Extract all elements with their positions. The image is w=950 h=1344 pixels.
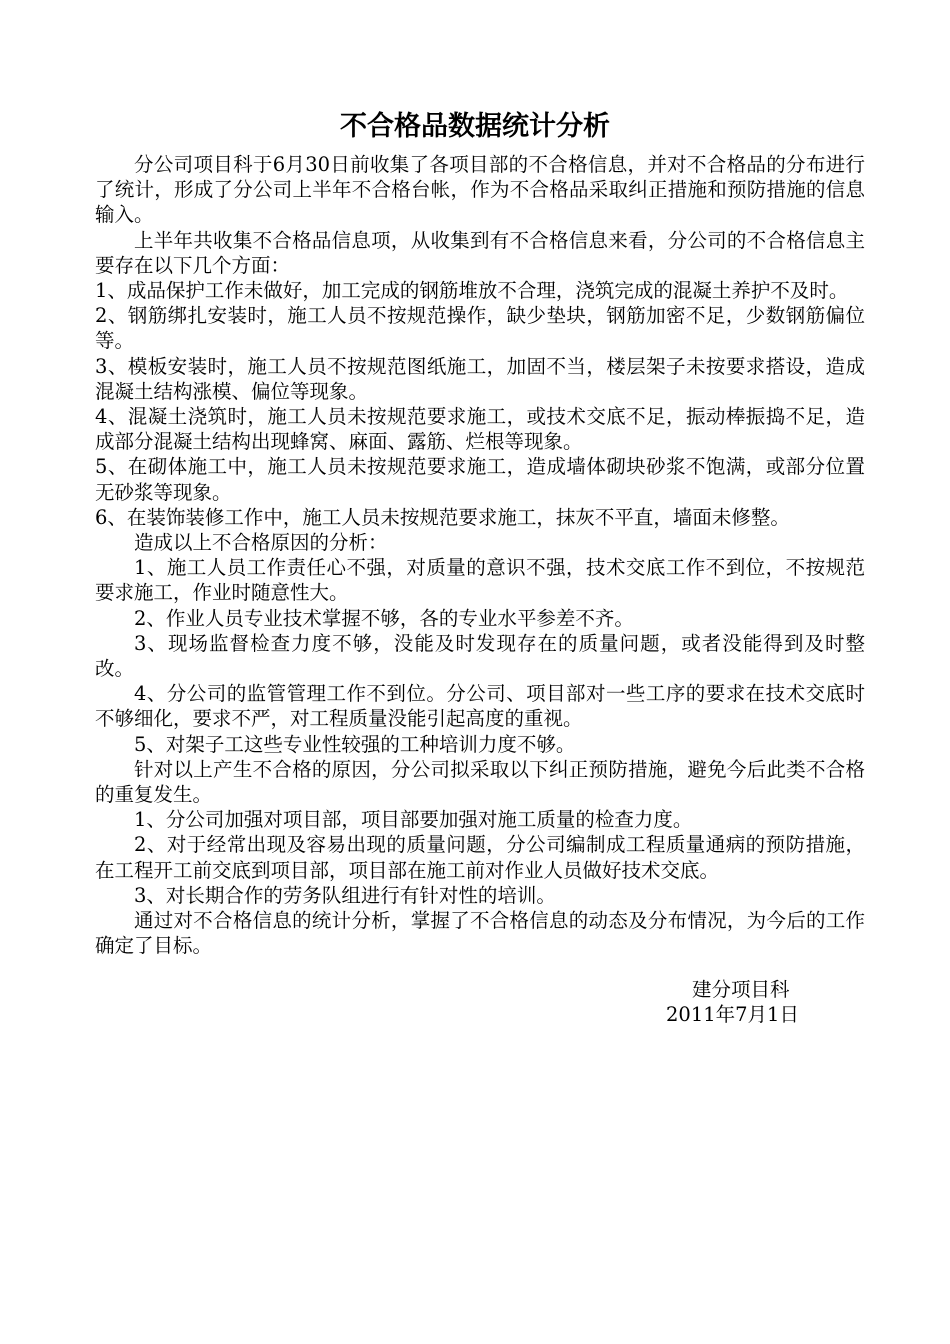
measure-item-2: 2、对于经常出现及容易出现的质量问题，分公司编制成工程质量通病的预防措施，在工程开工前交底到项目部，项目部在施工前对作业人员做好技术交底。 — [95, 833, 865, 882]
signature-block — [600, 977, 880, 1027]
cause-item-4: 4、分公司的监管管理工作不到位。分公司、项目部对一些工序的要求在技术交底时不够细化，要求不严，对工程质量没能引起高度的重视。 — [95, 682, 865, 731]
cause-item-2: 2、作业人员专业技术掌握不够，各的专业水平参差不齐。 — [134, 606, 634, 630]
cause-heading: 造成以上不合格原因的分析： — [134, 531, 388, 555]
paragraph-summary: 上半年共收集不合格品信息项，从收集到有不合格信息来看，分公司的不合格信息主要存在以下几个方面： — [95, 228, 865, 277]
cause-item-5: 5、对架子工这些专业性较强的工种培训力度不够。 — [134, 732, 576, 756]
issue-item-5: 5、在砌体施工中，施工人员未按规范要求施工，造成墙体砌块砂浆不饱满，或部分位置无砂浆等现象。 — [95, 455, 865, 504]
issue-item-6: 6、在装饰装修工作中，施工人员未按规范要求施工，抹灰不平直，墙面未修整。 — [95, 505, 790, 529]
issue-item-4: 4、混凝土浇筑时，施工人员未按规范要求施工，或技术交底不足，振动棒振捣不足，造成部分混凝土结构出现蜂窝、麻面、露筋、烂根等现象。 — [95, 405, 865, 454]
document-body — [95, 152, 865, 959]
issue-item-1: 1、成品保护工作未做好，加工完成的钢筋堆放不合理，浇筑完成的混凝土养护不及时。 — [95, 279, 849, 303]
signature-department: 建分项目科 — [692, 978, 790, 1001]
document-title: 不合格品数据统计分析 — [340, 111, 610, 142]
measure-item-3: 3、对长期合作的劳务队组进行有针对性的培训。 — [134, 883, 556, 907]
paragraph-intro: 分公司项目科于6月30日前收集了各项目部的不合格信息，并对不合格品的分布进行了统计，形成了分公司上半年不合格台帐，作为不合格品采取纠正措施和预防措施的信息输入。 — [95, 153, 865, 227]
paragraph-conclusion: 通过对不合格信息的统计分析，掌握了不合格信息的动态及分布情况，为今后的工作确定了目标。 — [95, 909, 865, 958]
measure-item-1: 1、分公司加强对项目部，项目部要加强对施工质量的检查力度。 — [134, 808, 693, 832]
cause-item-1: 1、施工人员工作责任心不强，对质量的意识不强，技术交底工作不到位，不按规范要求施工，作业时随意性大。 — [95, 556, 865, 605]
issue-item-2: 2、钢筋绑扎安装时，施工人员不按规范操作，缺少垫块，钢筋加密不足，少数钢筋偏位等。 — [95, 304, 865, 353]
signature-date: 2011年7月1日 — [666, 1003, 799, 1027]
measures-heading: 针对以上产生不合格的原因，分公司拟采取以下纠正预防措施，避免今后此类不合格的重复发生。 — [95, 757, 865, 807]
issue-item-3: 3、模板安装时，施工人员不按规范图纸施工，加固不当，楼层架子未按要求搭设，造成混凝土结构涨模、偏位等现象。 — [95, 354, 865, 403]
cause-item-3: 3、现场监督检查力度不够，没能及时发现存在的质量问题，或者没能得到及时整改。 — [95, 631, 865, 681]
